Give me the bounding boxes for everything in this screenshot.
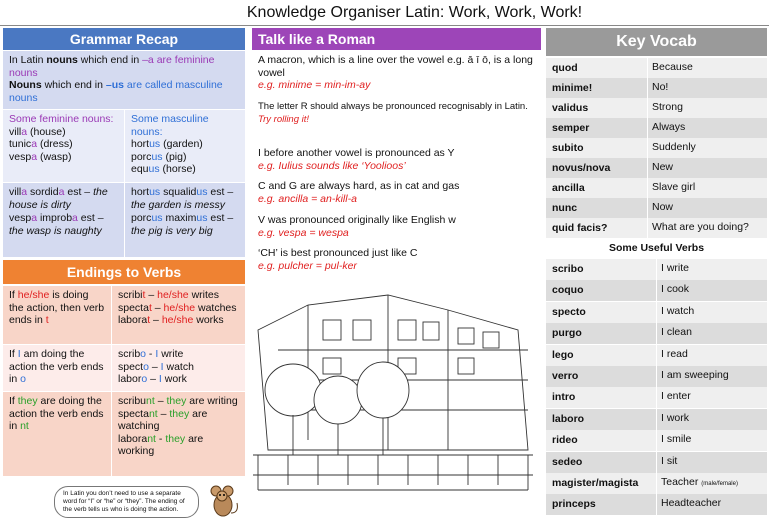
pronunciation-item: ‘CH’ is best pronounced just like C e.g. pulcher = pul-ker [258,247,418,272]
grammar-intro: In Latin nouns which end in –a are feminine nouns Nouns which end in –us are called masculine nouns [3,51,245,109]
pronunciation-item: The letter R should always be pronounced recognisably in Latin. Try rolling it! [258,101,528,125]
vocab-row [546,78,767,98]
english-meaning: Now [647,198,767,218]
endings-to-verbs-header: Endings to Verbs [3,260,245,284]
ending-examples-i [112,345,245,391]
vocab-row [546,138,767,158]
masculine-sentences: hortus squalidus est – the garden is messy porcus maximus est – the pig is very big [125,183,245,257]
verb-row [546,409,767,430]
noun-item: villa (house) [9,125,66,138]
verb-row [546,323,767,344]
latin-word: quid facis? [552,222,608,234]
latin-verb: magister/magista [552,477,639,489]
vocab-row [546,178,767,198]
feminine-nouns-list: Some feminine nouns: villa (house) tunica (dress) vespa (wasp) [3,110,124,182]
pronunciation-item: A macron, which is a line over the vowel e.g. ā ī ō, is a long vowel e.g. minime = min-im-ay [258,54,533,91]
latin-verb: rideo [552,434,578,447]
latin-word: ancilla [552,182,585,194]
latin-word: novus/nova [552,162,611,174]
latin-word: semper [552,122,590,134]
useful-verbs-header: Some Useful Verbs [608,242,705,254]
verb-row [546,430,767,451]
vocab-row [546,198,767,218]
latin-word: subito [552,142,584,154]
page-title: Knowledge Organiser Latin: Work, Work, Work! [0,0,769,26]
latin-verb: sedeo [552,455,583,468]
mouse-icon [203,483,241,519]
latin-word: nunc [552,202,578,214]
english-meaning: I watch [656,302,767,323]
english-meaning: Headteacher [656,494,767,515]
verb-example: scribit – he/she writes [118,289,219,301]
verb-row [546,452,767,473]
latin-verb: verro [552,370,579,382]
noun-item: hortus (garden) [131,138,203,150]
english-meaning: I read [656,345,767,366]
english-meaning: I smile [656,430,767,451]
verb-example: scribunt – they are writing [118,395,238,407]
vocab-row [546,118,767,138]
vocab-row [546,158,767,178]
ending-examples-he-she [112,286,245,344]
latin-verb: scribo [552,263,584,275]
masculine-nouns-list: Some masculine nouns: hortus (garden) porcus (pig) equus (horse) [125,110,245,182]
feminine-sentences: villa sordida est – the house is dirty vespa improba est – the wasp is naughty [3,183,124,257]
vocab-row [546,98,767,118]
verb-example: laboro – I work [118,373,187,385]
english-meaning: I write [656,259,767,280]
english-meaning: No! [647,78,767,98]
latin-verb: specto [552,305,586,318]
english-meaning: Slave girl [647,178,767,198]
english-meaning: Always [647,118,767,138]
english-meaning: I clean [656,323,767,344]
latin-verb: intro [552,391,576,404]
verb-example: specto – I watch [118,360,194,373]
ending-rule-they: If they are doing the action the verb ends in nt [3,392,111,476]
noun-item: equus (horse) [131,163,196,175]
verb-row [546,259,767,280]
verb-row [546,345,767,366]
verb-example: laborant - they are working [118,432,204,457]
talk-like-a-roman-header: Talk like a Roman [252,28,541,50]
verb-example: spectat – he/she watches [118,301,237,314]
ending-examples-they [112,392,245,476]
english-meaning: Suddenly [647,138,767,158]
ending-rule-he-she: If he/she is doing the action, then verb ends in t [3,286,111,344]
school-building-illustration [248,290,543,505]
vocab-row [546,58,767,78]
english-meaning: I am sweeping [656,366,767,387]
vocab-row [546,218,767,238]
english-meaning: I cook [656,280,767,301]
english-meaning: I enter [656,387,767,408]
english-meaning: I work [656,409,767,430]
pronunciation-item: C and G are always hard, as in cat and gas e.g. ancilla = an-kill-a [258,180,460,205]
verb-row [546,473,767,494]
grammar-recap-header: Grammar Recap [3,28,245,50]
latin-verb: coquo [552,284,584,297]
speech-bubble-note: In Latin you don’t need to use a separate word for “I” or “he” or “they”. The ending of the verb tells us who is doing the action. [54,486,199,518]
latin-verb: laboro [552,412,585,425]
verb-example: laborat – he/she works [118,314,224,326]
latin-verb: princeps [552,498,596,511]
english-meaning: What are you doing? [647,218,767,238]
latin-word: validus [552,102,589,114]
verb-row [546,280,767,301]
english-meaning: Strong [647,98,767,118]
verb-row [546,494,767,515]
ending-rule-i: If I am doing the action the verb ends in o [3,345,111,391]
english-meaning: I sit [656,452,767,473]
pronunciation-item: I before another vowel is pronounced as Y e.g. Iulius sounds like ‘Yoolioos’ [258,147,455,172]
key-vocab-header: Key Vocab [546,28,767,56]
pronunciation-item: V was pronounced originally like English w e.g. vespa = wespa [258,214,456,239]
english-meaning: New [647,158,767,178]
verb-example: scribo - I write [118,348,184,360]
english-meaning: Because [647,58,767,78]
verb-example: spectant – they are watching [118,407,208,432]
latin-word: quod [552,62,578,74]
verb-row [546,366,767,387]
latin-verb: purgo [552,327,582,340]
english-meaning: Teacher (male/female) [656,473,767,494]
latin-word: minime! [552,82,593,94]
verb-row [546,387,767,408]
noun-item: vespa (wasp) [9,150,72,163]
latin-verb: lego [552,348,574,361]
noun-item: porcus (pig) [131,150,187,163]
noun-item: tunica (dress) [9,138,73,150]
verb-row [546,302,767,323]
